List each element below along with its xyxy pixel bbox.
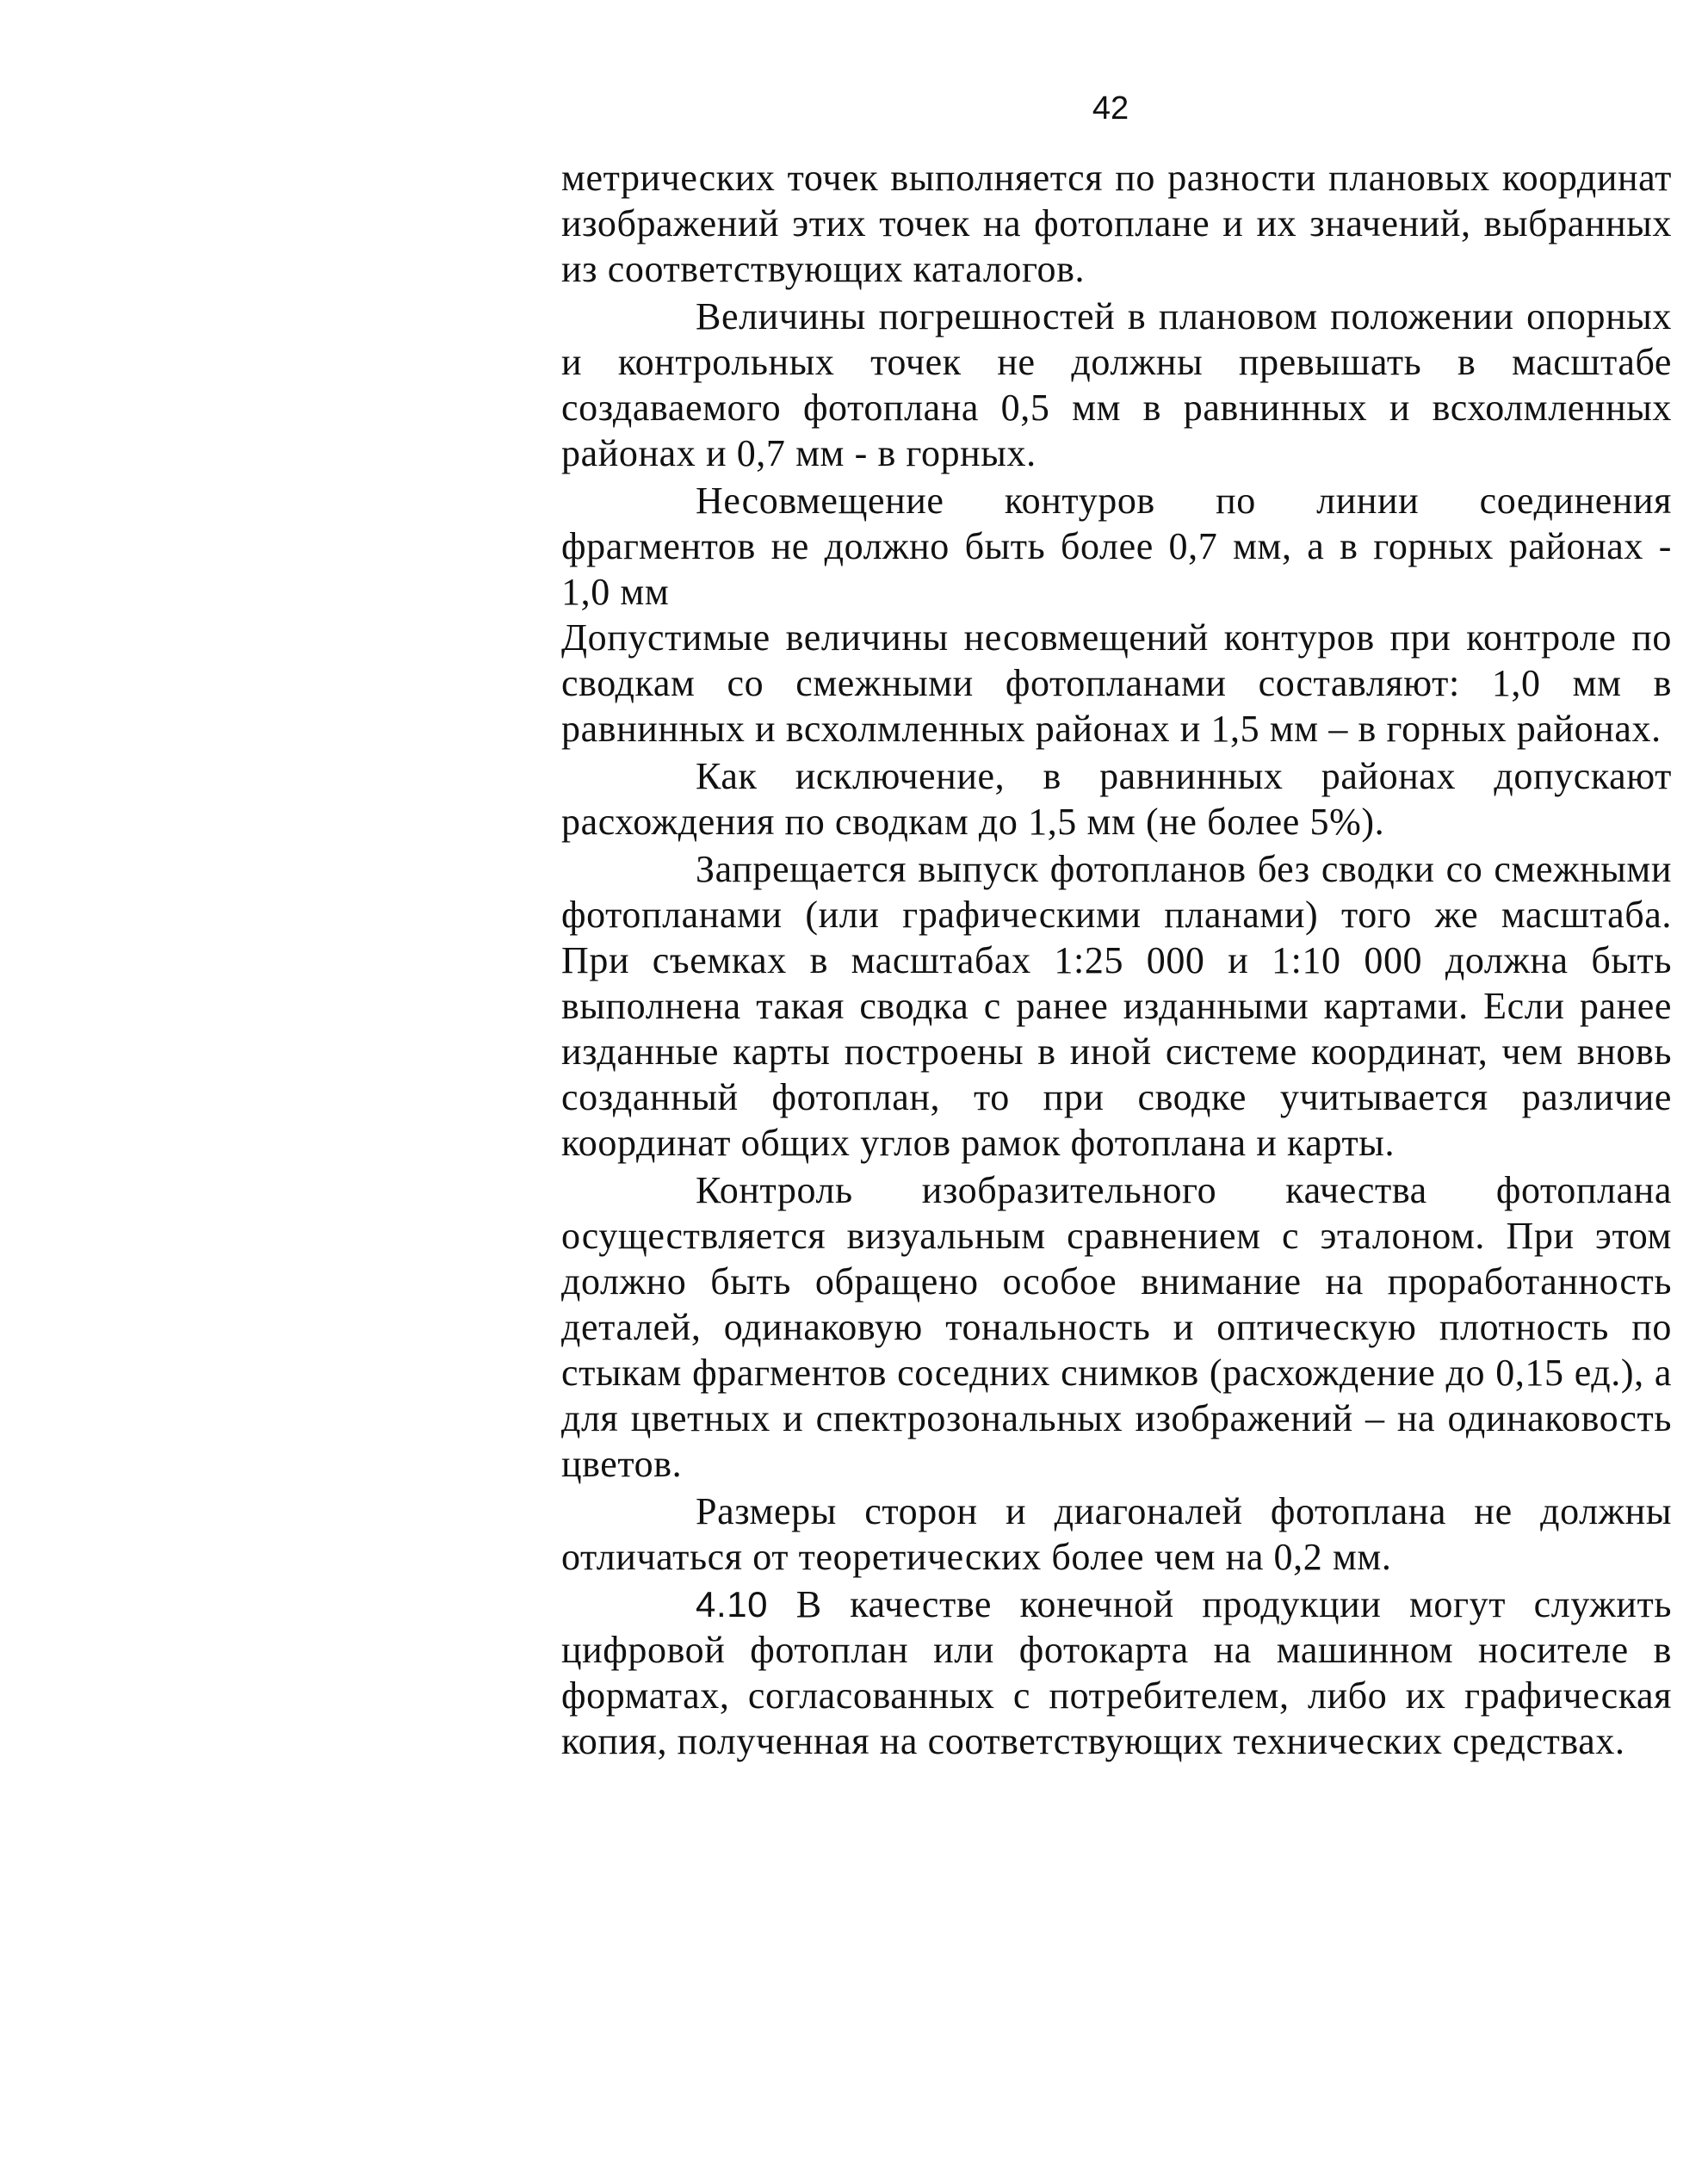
page-number: 42 xyxy=(1092,90,1129,127)
paragraph-continuation: метрических точек выполняется по разности плановых координат изображений этих точек на фотоплане и их значений, выбранных из соответствующих каталогов. xyxy=(561,157,1672,290)
body-text xyxy=(561,155,1672,1764)
paragraph-contour-mismatch: Несовмещение контуров по линии соединения фрагментов не должно быть более 0,7 мм, а в горных районах - 1,0 мм xyxy=(561,480,1672,613)
paragraph-allowed-mismatch: Допустимые величины несовмещений контуров при контроле по сводкам со смежными фотопланами составляют: 1,0 мм в равнинных и всхолмленных районах и 1,5 мм – в горных районах. xyxy=(561,616,1672,750)
paragraph-prohibition: Запрещается выпуск фотопланов без сводки со смежными фотопланами (или графическими планами) того же масштаба. При съемках в масштабах 1:25 000 и 1:10 000 должна быть выполнена такая сводка с ранее изданными картами. Если ранее изданные карты построены в иной системе координат, чем вновь созданный фотоплан, то при сводке учитывается различие координат общих углов рамок фотоплана и карты. xyxy=(561,848,1672,1164)
paragraph-quality-control: Контроль изобразительного качества фотоплана осуществляется визуальным сравнением с эталоном. При этом должно быть обращено особое внимание на проработанность деталей, одинаковую тональность и оптическую плотность по стыкам фрагментов соседних снимков (расхождение до 0,15 ед.), а для цветных и спектрозональных изображений – на одинаковость цветов. xyxy=(561,1169,1672,1485)
section-text: В качестве конечной продукции могут служить цифровой фотоплан или фотокарта на машинном носителе в форматах, согласованных с потребителем, либо их графическая копия, полученная на соответствующих технических средствах. xyxy=(561,1583,1672,1762)
paragraph-dimensions: Размеры сторон и диагоналей фотоплана не должны отличаться от теоретических более чем на 0,2 мм. xyxy=(561,1490,1672,1578)
paragraph-error-tolerance: Величины погрешностей в плановом положении опорных и контрольных точек не должны превышать в масштабе создаваемого фотоплана 0,5 мм в равнинных и всхолмленных районах и 0,7 мм - в горных. xyxy=(561,295,1672,474)
paragraph-section-4-10 xyxy=(561,1581,1672,1764)
section-number: 4.10 xyxy=(696,1584,769,1624)
paragraph-exception: Как исключение, в равнинных районах допускают расхождения по сводкам до 1,5 мм (не более 5%). xyxy=(561,755,1672,843)
